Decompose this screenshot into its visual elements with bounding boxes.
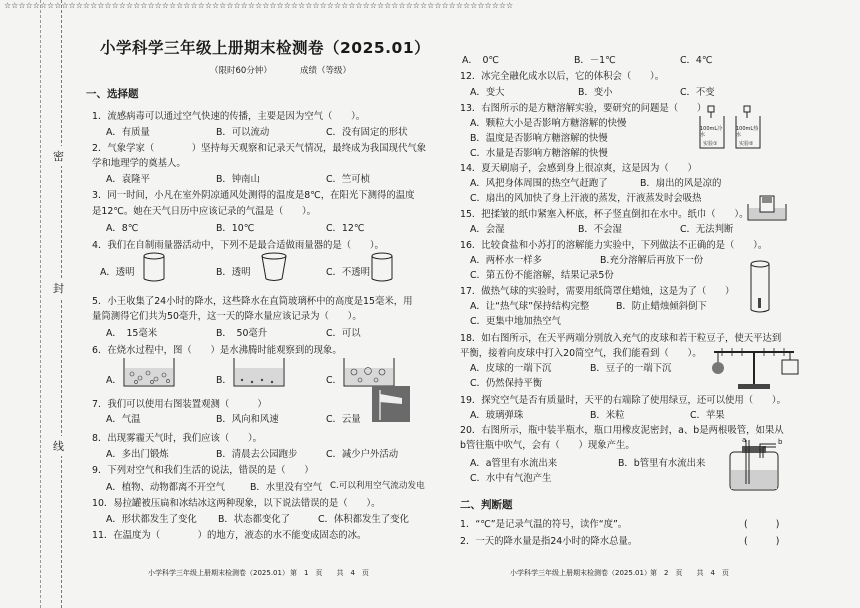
footer-right-page: 第 2 页 共 4 页 xyxy=(650,569,729,577)
question-10: 10．易拉罐被压扁和冰结冰这两种现象，以下说法错误的是（ ）。 xyxy=(92,498,381,509)
q16-option-a[interactable]: A．两杯水一样多 xyxy=(470,255,543,266)
q18-option-a[interactable]: A．皮球的一端下沉 xyxy=(470,363,552,374)
q3-option-b[interactable]: B．10℃ xyxy=(216,223,255,234)
question-17: 17．做热气球的实验时，需要用纸筒罩住蜡烛，这是为了（ ） xyxy=(460,286,735,297)
q7-option-c[interactable]: C．云量 xyxy=(326,414,361,425)
question-14: 14．夏天刷扇子，会感到身上很凉爽，这是因为（ ） xyxy=(460,163,697,174)
q20-option-c[interactable]: C．水中有气泡产生 xyxy=(470,473,552,484)
q20-option-a[interactable]: A．a管里有水流出来 xyxy=(470,458,558,469)
footer-right-title: 小学科学三年级上册期末检测卷（2025.01） xyxy=(510,569,651,577)
q20-fig-label-a: a xyxy=(742,436,747,444)
question-12: 12．冰完全融化成水以后，它的体积会（ ）。 xyxy=(460,71,665,82)
question-7: 7．我们可以使用右图装置观测（ ） xyxy=(92,399,267,410)
q14-option-c[interactable]: C．扇出的风加快了身上汗液的蒸发，汗液蒸发时会吸热 xyxy=(470,193,702,204)
question-11: 11．在温度为（ ）的地方，液态的水不能变成固态的冰。 xyxy=(92,530,367,541)
judge-question-1: 1．“℃”是记录气温的符号，读作“度”。 xyxy=(460,519,628,530)
judge-question-2: 2．一天的降水量是指24小时的降水总量。 xyxy=(460,536,638,547)
q4-option-a[interactable]: A．透明 xyxy=(100,267,135,278)
question-19: 19．探究空气是否有质量时，天平的右端除了使用绿豆，还可以使用（ ）。 xyxy=(460,395,786,406)
question-20: 20．右图所示，瓶中装半瓶水，瓶口用橡皮泥密封，a、b是两根吸管，如果从 xyxy=(460,425,784,436)
q15-option-b[interactable]: B．不会湿 xyxy=(578,224,622,235)
question-5-cont: 量筒测得它们共为50毫升，这一天的降水量应该记录为（ ）。 xyxy=(92,311,362,322)
q13-option-b[interactable]: B．温度是否影响方糖溶解的快慢 xyxy=(470,133,608,144)
q18-option-c[interactable]: C．仍然保持平衡 xyxy=(470,378,543,389)
question-8: 8．出现雾霾天气时，我们应该（ ）。 xyxy=(92,433,263,444)
seal-char-mi: 密 xyxy=(53,146,64,166)
q1-option-a[interactable]: A．有质量 xyxy=(106,127,150,138)
q8-option-c[interactable]: C．减少户外活动 xyxy=(326,449,399,460)
beaker-figure-c xyxy=(342,356,400,390)
q11-option-c[interactable]: C．4℃ xyxy=(680,55,713,66)
q7-option-a[interactable]: A．气温 xyxy=(106,414,141,425)
question-20-cont: b管往瓶中吹气，会有（ ）现象产生。 xyxy=(460,440,635,451)
beaker-figure-a xyxy=(122,356,180,390)
paper-tube-candle-figure xyxy=(748,260,776,316)
score-label: 成绩（等级） xyxy=(300,66,352,76)
q19-option-c[interactable]: C．苹果 xyxy=(690,410,725,421)
q8-option-a[interactable]: A．多出门锻炼 xyxy=(106,449,169,460)
inverted-cup-figure xyxy=(744,194,792,224)
q13-fig-label-exp1: 实验① xyxy=(703,141,718,147)
q13-option-a[interactable]: A．颗粒大小是否影响方糖溶解的快慢 xyxy=(470,118,627,129)
beaker-figure-b xyxy=(232,356,290,390)
q15-option-c[interactable]: C．无法判断 xyxy=(680,224,734,235)
q15-option-a[interactable]: A．会湿 xyxy=(470,224,505,235)
question-1: 1．流感病毒可以通过空气快速的传播，主要是因为空气（ ）。 xyxy=(92,111,366,122)
question-2: 2．气象学家（ ）坚持每天观察和记录天气情况，最终成为我国现代气象 xyxy=(92,143,427,154)
question-4: 4．我们在自制雨量器活动中，下列不是最合适做雨量器的是（ ）。 xyxy=(92,240,384,251)
q16-option-c[interactable]: C．第五份不能溶解，结果记录5份 xyxy=(470,270,614,281)
q9-option-c[interactable]: C.可以利用空气流动发电 xyxy=(330,481,425,491)
footer-left-page: 第 1 页 共 4 页 xyxy=(290,569,369,577)
judge-2-answer-paren[interactable]: ( ) xyxy=(744,536,780,547)
section-judge-heading: 二、判断题 xyxy=(460,499,513,511)
time-limit: （限时60分钟） xyxy=(210,66,272,76)
question-3: 3．同一时间，小凡在室外阴凉通风处测得的温度是8℃，在阳光下测得的温度 xyxy=(92,190,415,201)
question-16: 16．比较食盐和小苏打的溶解能力实验中，下列做法不正确的是（ ）。 xyxy=(460,240,768,251)
q13-fig-label-cold: 100mL冷水 xyxy=(700,126,723,138)
q6-option-a[interactable]: A． xyxy=(106,375,122,386)
q13-fig-label-hot: 100mL热水 xyxy=(736,126,759,138)
question-2-cont: 学和地理学的奠基人。 xyxy=(92,158,186,169)
cylinder-cup-figure xyxy=(142,252,172,286)
q5-option-b[interactable]: B． 50毫升 xyxy=(216,328,268,339)
star-border: ☆☆☆☆☆☆☆☆☆☆☆☆☆☆☆☆☆☆☆☆☆☆☆☆☆☆☆☆☆☆☆☆☆☆☆☆☆☆☆☆☆☆☆☆☆☆☆☆☆☆☆☆☆☆☆☆☆☆☆☆☆☆☆☆☆☆☆☆☆☆☆ xyxy=(4,1,514,10)
q8-option-b[interactable]: B．清晨去公园跑步 xyxy=(216,449,298,460)
q1-option-c[interactable]: C．没有固定的形状 xyxy=(326,127,408,138)
q6-option-b[interactable]: B． xyxy=(216,375,232,386)
question-9: 9．下列对空气和我们生活的说法，错误的是（ ） xyxy=(92,465,314,476)
q12-option-a[interactable]: A．变大 xyxy=(470,87,505,98)
q17-option-a[interactable]: A．让“热气球”保持结构完整 xyxy=(470,301,590,312)
q19-option-a[interactable]: A．玻璃弹珠 xyxy=(470,410,524,421)
q14-option-b[interactable]: B．扇出的风是凉的 xyxy=(640,178,722,189)
q4-option-c[interactable]: C．不透明 xyxy=(326,267,371,278)
tapered-cup-figure xyxy=(260,252,290,286)
q17-option-b[interactable]: B．防止蜡烛倾斜倒下 xyxy=(616,301,707,312)
q12-option-b[interactable]: B．变小 xyxy=(578,87,613,98)
q3-option-c[interactable]: C．12℃ xyxy=(326,223,365,234)
q20-fig-label-b: b xyxy=(778,438,783,446)
q2-option-c[interactable]: C．竺可桢 xyxy=(326,174,371,185)
q13-option-c[interactable]: C．水量是否影响方糖溶解的快慢 xyxy=(470,148,608,159)
balance-scale-figure xyxy=(708,346,800,392)
footer-left-title: 小学科学三年级上册期末检测卷（2025.01） xyxy=(148,569,289,577)
section-choice-heading: 一、选择题 xyxy=(86,88,139,100)
q20-option-b[interactable]: B．b管里有水流出来 xyxy=(618,458,706,469)
question-13: 13．右图所示的是方糖溶解实验，要研究的问题是（ ） xyxy=(460,103,707,114)
q7-option-b[interactable]: B．风向和风速 xyxy=(216,414,279,425)
seal-char-feng: 封 xyxy=(53,278,64,298)
seal-char-xian: 线 xyxy=(53,436,64,456)
q11-option-b[interactable]: B．－1℃ xyxy=(574,55,616,66)
q17-option-c[interactable]: C．更集中地加热空气 xyxy=(470,316,561,327)
q6-option-c[interactable]: C． xyxy=(326,375,342,386)
q11-option-a[interactable]: A． 0℃ xyxy=(462,55,499,66)
q4-option-b[interactable]: B．透明 xyxy=(216,267,251,278)
question-6: 6．在烧水过程中，图（ ）是水沸腾时能观察到的现象。 xyxy=(92,345,342,356)
question-18-cont: 平衡，接着向皮球中打入20简空气，我们能看到（ ）。 xyxy=(460,348,702,359)
q10-option-a[interactable]: A．形状都发生了变化 xyxy=(106,514,197,525)
q3-option-a[interactable]: A．8℃ xyxy=(106,223,139,234)
q19-option-b[interactable]: B．米粒 xyxy=(590,410,625,421)
q12-option-c[interactable]: C．不变 xyxy=(680,87,715,98)
judge-1-answer-paren[interactable]: ( ) xyxy=(744,519,780,530)
question-18: 18．如右图所示，在天平两端分别放入充气的皮球和若干粒豆子，使天平达到 xyxy=(460,333,782,344)
q9-option-a[interactable]: A．植物、动物都离不开空气 xyxy=(106,482,225,493)
q13-fig-label-exp2: 实验② xyxy=(739,141,754,147)
question-3-cont: 是12℃。她在天气日历中应该记录的气温是（ ）。 xyxy=(92,206,317,217)
question-5: 5．小王收集了24小时的降水，这些降水在直筒玻璃杯中的高度是15毫米，用 xyxy=(92,296,413,307)
q2-option-a[interactable]: A．袁隆平 xyxy=(106,174,150,185)
q9-option-b[interactable]: B．水里没有空气 xyxy=(250,482,323,493)
q10-option-b[interactable]: B．状态都变化了 xyxy=(218,514,291,525)
bottle-straw-figure xyxy=(724,438,794,494)
q18-option-b[interactable]: B．豆子的一端下沉 xyxy=(590,363,672,374)
q2-option-b[interactable]: B．钟南山 xyxy=(216,174,260,185)
q1-option-b[interactable]: B．可以流动 xyxy=(216,127,270,138)
q5-option-a[interactable]: A． 15毫米 xyxy=(106,328,158,339)
windsock-figure xyxy=(372,386,418,426)
q10-option-c[interactable]: C．体积都发生了变化 xyxy=(318,514,409,525)
opaque-cup-figure xyxy=(370,252,400,286)
q16-option-b[interactable]: B.充分溶解后再放下一份 xyxy=(600,255,704,266)
question-15: 15．把揉皱的纸巾紧塞入杯底，杯子竖直倒扣在水中。纸巾（ ）。 xyxy=(460,209,749,220)
fold-line xyxy=(40,0,41,608)
exam-title: 小学科学三年级上册期末检测卷（2025.01） xyxy=(100,39,431,57)
q5-option-c[interactable]: C．可以 xyxy=(326,328,361,339)
q14-option-a[interactable]: A．风把身体周围的热空气赶跑了 xyxy=(470,178,608,189)
